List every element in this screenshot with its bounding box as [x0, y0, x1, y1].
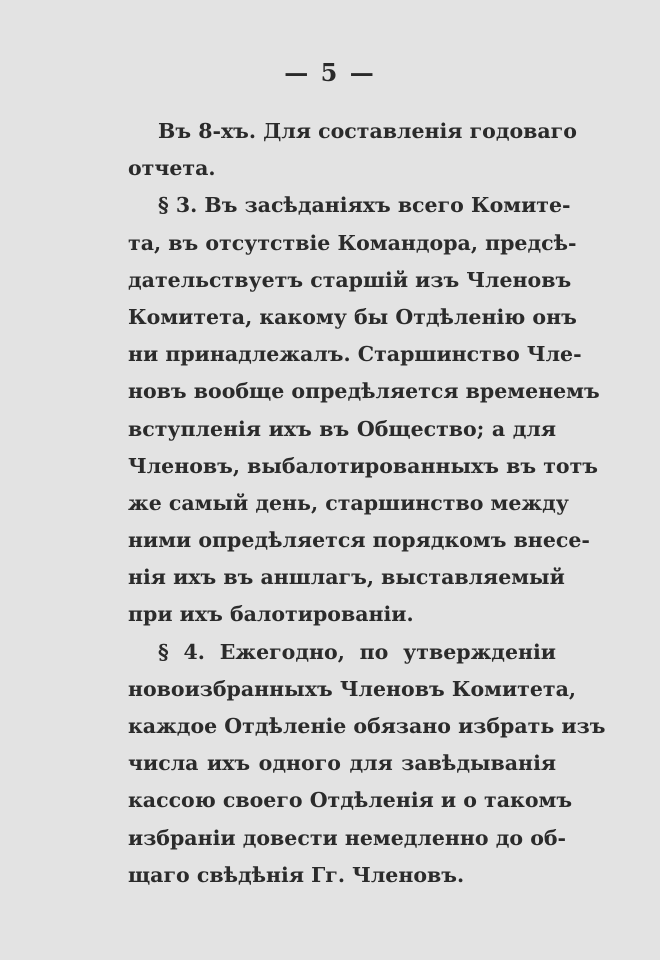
- text-line: новъ вообще опредѣляется временемъ: [128, 379, 600, 404]
- text-line: ними опредѣляется порядкомъ внесе-: [128, 528, 590, 553]
- text-line: § 4. Ежегодно, по утвержденіи: [158, 639, 556, 664]
- text-line: кассою своего Отдѣленія и о такомъ: [128, 788, 573, 813]
- text-line: ни принадлежалъ. Старшинство Чле-: [128, 342, 582, 367]
- text-line: избраніи довести немедленно до об-: [128, 825, 567, 850]
- text-line: новоизбранныхъ Членовъ Комитета,: [128, 676, 577, 701]
- text-line: Членовъ, выбалотированныхъ въ тотъ: [128, 453, 599, 478]
- text-line: нія ихъ въ аншлагъ, выставляемый: [128, 565, 565, 590]
- text-line: щаго свѣдѣнія Гг. Членовъ.: [128, 862, 465, 887]
- text-line: вступленія ихъ въ Общество; а для: [128, 416, 556, 441]
- text-line: же самый день, старшинство между: [128, 490, 569, 515]
- text-line: Въ 8-хъ. Для составленія годоваго: [158, 119, 577, 143]
- body-text: [128, 113, 606, 894]
- page-number: — 5 —: [284, 58, 376, 87]
- text-line: числа ихъ одного для завѣдыванія: [128, 751, 556, 776]
- text-line: каждое Отдѣленіе обязано избрать изъ: [128, 714, 606, 738]
- text-line: та, въ отсутствіе Командора, предсѣ-: [128, 230, 577, 255]
- text-line: Комитета, какому бы Отдѣленію онъ: [128, 304, 577, 329]
- text-line: § 3. Въ засѣданіяхъ всего Комите-: [158, 193, 571, 218]
- text-line: при ихъ балотированіи.: [128, 602, 414, 627]
- text-line: дательствуетъ старшій изъ Членовъ: [128, 267, 572, 292]
- text-line: отчета.: [128, 156, 216, 181]
